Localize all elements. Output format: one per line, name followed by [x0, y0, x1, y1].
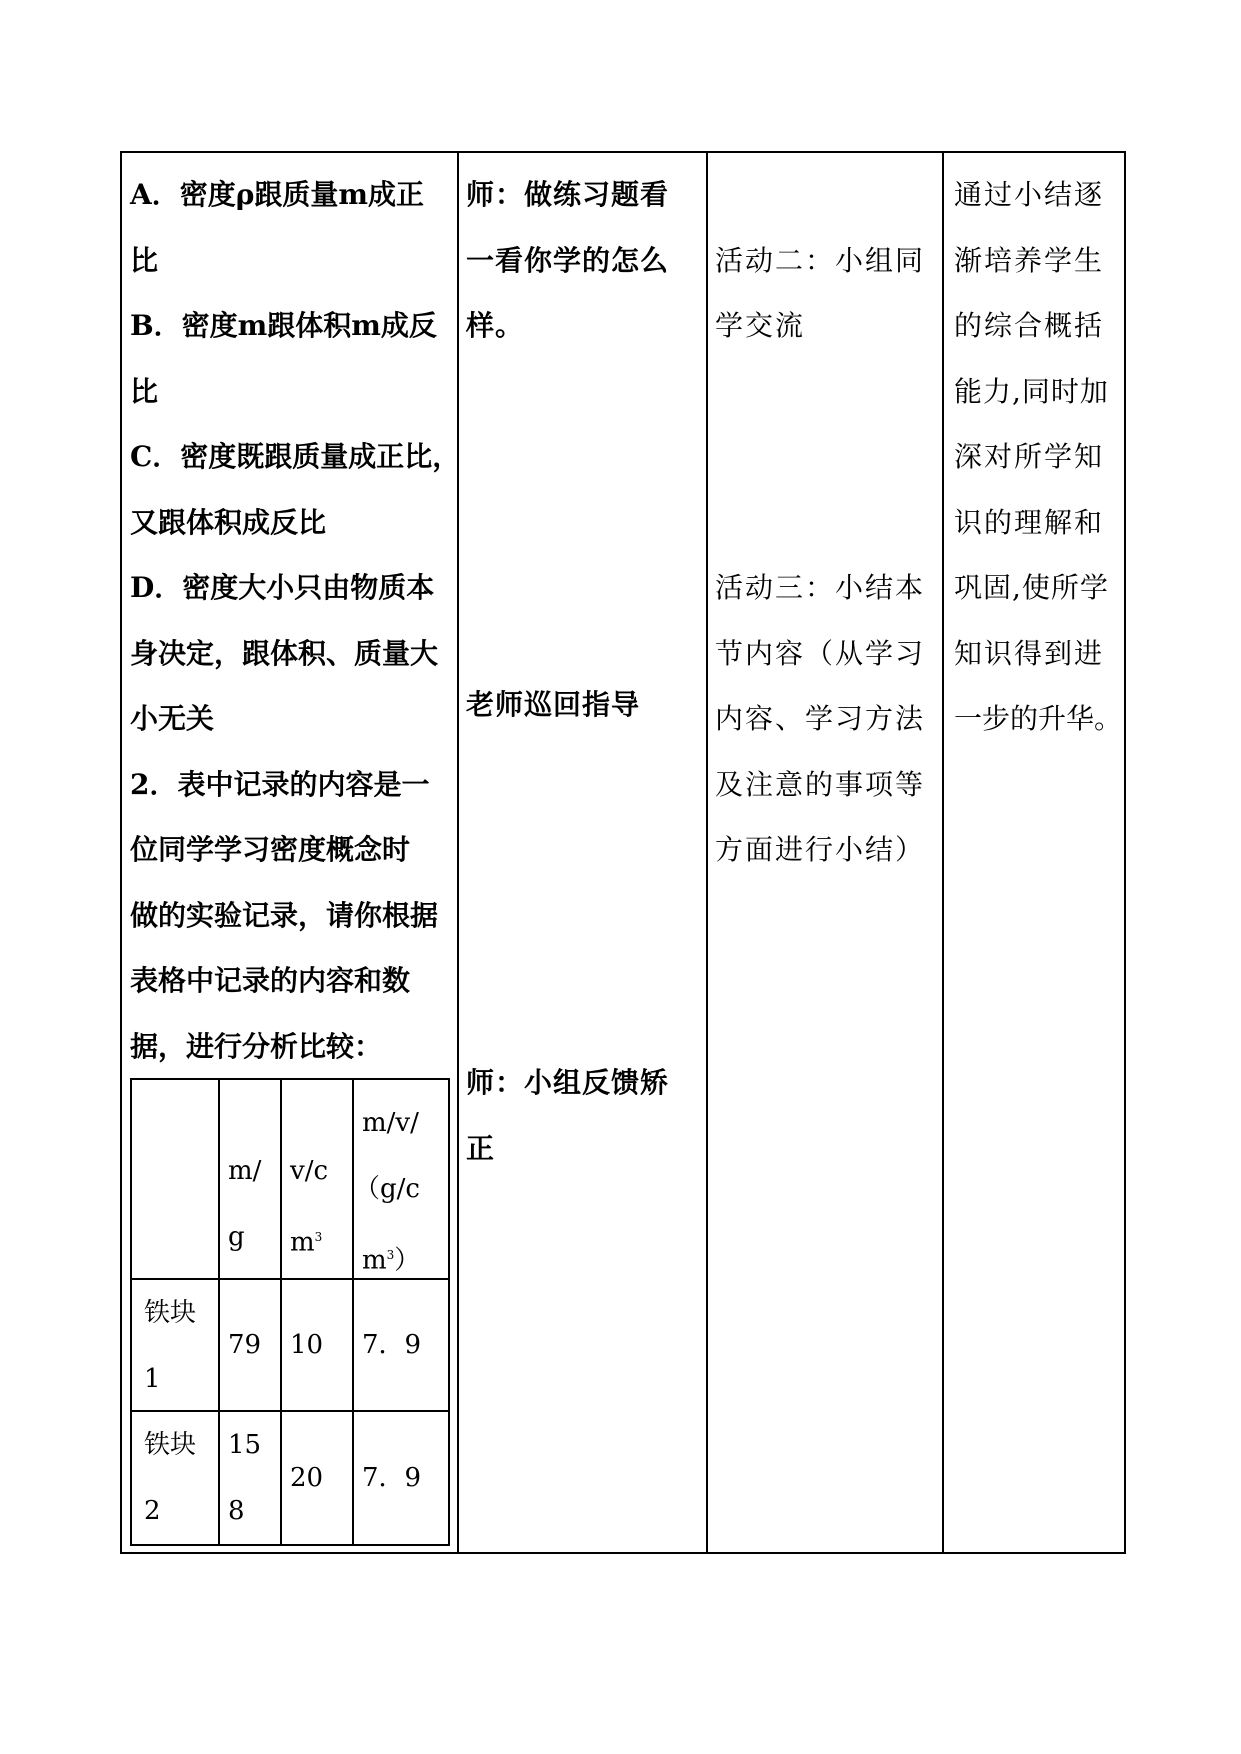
intent-line: 的综合概括: [954, 309, 1105, 342]
table-divider: [352, 1080, 354, 1544]
intent-line: 深对所学知: [954, 440, 1105, 473]
intent-line: 一步的升华。: [954, 702, 1123, 735]
intent-line: 知识得到进: [954, 637, 1105, 670]
student-line: 及注意的事项等: [715, 768, 926, 801]
teacher-line: 师：小组反馈矫: [466, 1066, 670, 1099]
row-volume: 20: [290, 1463, 324, 1493]
teacher-line: 师：做练习题看: [466, 178, 670, 211]
row-mass: 15: [228, 1430, 262, 1460]
question-line: 又跟体积成反比: [130, 506, 327, 539]
intent-line: 能力,同时加: [954, 375, 1109, 408]
question-line: 2．表中记录的内容是一: [130, 768, 430, 801]
question-line: 小无关: [130, 702, 215, 735]
row-volume: 10: [290, 1330, 324, 1360]
questions-column: [121, 152, 461, 1212]
question-line: 做的实验记录，请你根据: [130, 899, 439, 932]
question-line: C．密度既跟质量成正比，: [130, 440, 461, 473]
teacher-column: [457, 152, 705, 1552]
question-line: A．密度ρ跟质量m成正: [130, 178, 424, 211]
student-line: 节内容（从学习: [715, 637, 926, 670]
student-line: 方面进行小结）: [715, 833, 926, 866]
question-line: 比: [130, 375, 159, 408]
student-line: 学交流: [715, 309, 806, 342]
teacher-line: 样。: [466, 309, 525, 342]
header-volume: $m^3$: [290, 1227, 323, 1258]
intent-line: 巩固,使所学: [954, 571, 1109, 604]
experiment-table: [130, 1078, 450, 1546]
teacher-line: 一看你学的怎么: [466, 244, 670, 277]
question-line: 位同学学习密度概念时: [130, 833, 411, 866]
table-divider: [218, 1080, 220, 1544]
row-name: 铁块: [144, 1430, 197, 1460]
teacher-line: 老师巡回指导: [466, 688, 641, 721]
header-density: $m^3$）: [362, 1245, 421, 1276]
header-mass: g: [228, 1222, 245, 1252]
intent-line: 识的理解和: [954, 506, 1105, 539]
question-line: 身决定，跟体积、质量大: [130, 637, 439, 670]
question-line: D．密度大小只由物质本: [130, 571, 435, 604]
header-volume: v/c: [290, 1156, 329, 1186]
row-density: 7．9: [362, 1463, 422, 1493]
student-line: 活动三：小结本: [715, 571, 926, 604]
question-line: 比: [130, 244, 159, 277]
teacher-line: 正: [466, 1132, 496, 1165]
student-line: 内容、学习方法: [715, 702, 926, 735]
question-line: 据，进行分析比较：: [130, 1030, 383, 1063]
header-density: m/v/: [362, 1108, 419, 1138]
question-line: B．密度m跟体积m成反: [130, 309, 437, 342]
row-mass: 79: [228, 1330, 262, 1360]
intent-line: 渐培养学生: [954, 244, 1105, 277]
header-mass: m/: [228, 1156, 262, 1186]
intent-line: 通过小结逐: [954, 178, 1105, 211]
header-density: （g/c: [354, 1174, 420, 1204]
row-name: 1: [144, 1364, 161, 1394]
student-column: [706, 152, 942, 1552]
row-name: 2: [144, 1496, 161, 1526]
row-name: 铁块: [144, 1298, 197, 1328]
row-density: 7．9: [362, 1330, 422, 1360]
question-line: 表格中记录的内容和数: [130, 964, 411, 997]
student-line: 活动二：小组同: [715, 244, 926, 277]
row-mass: 8: [228, 1496, 245, 1526]
table-divider: [280, 1080, 282, 1544]
intent-column: [942, 152, 1124, 1552]
